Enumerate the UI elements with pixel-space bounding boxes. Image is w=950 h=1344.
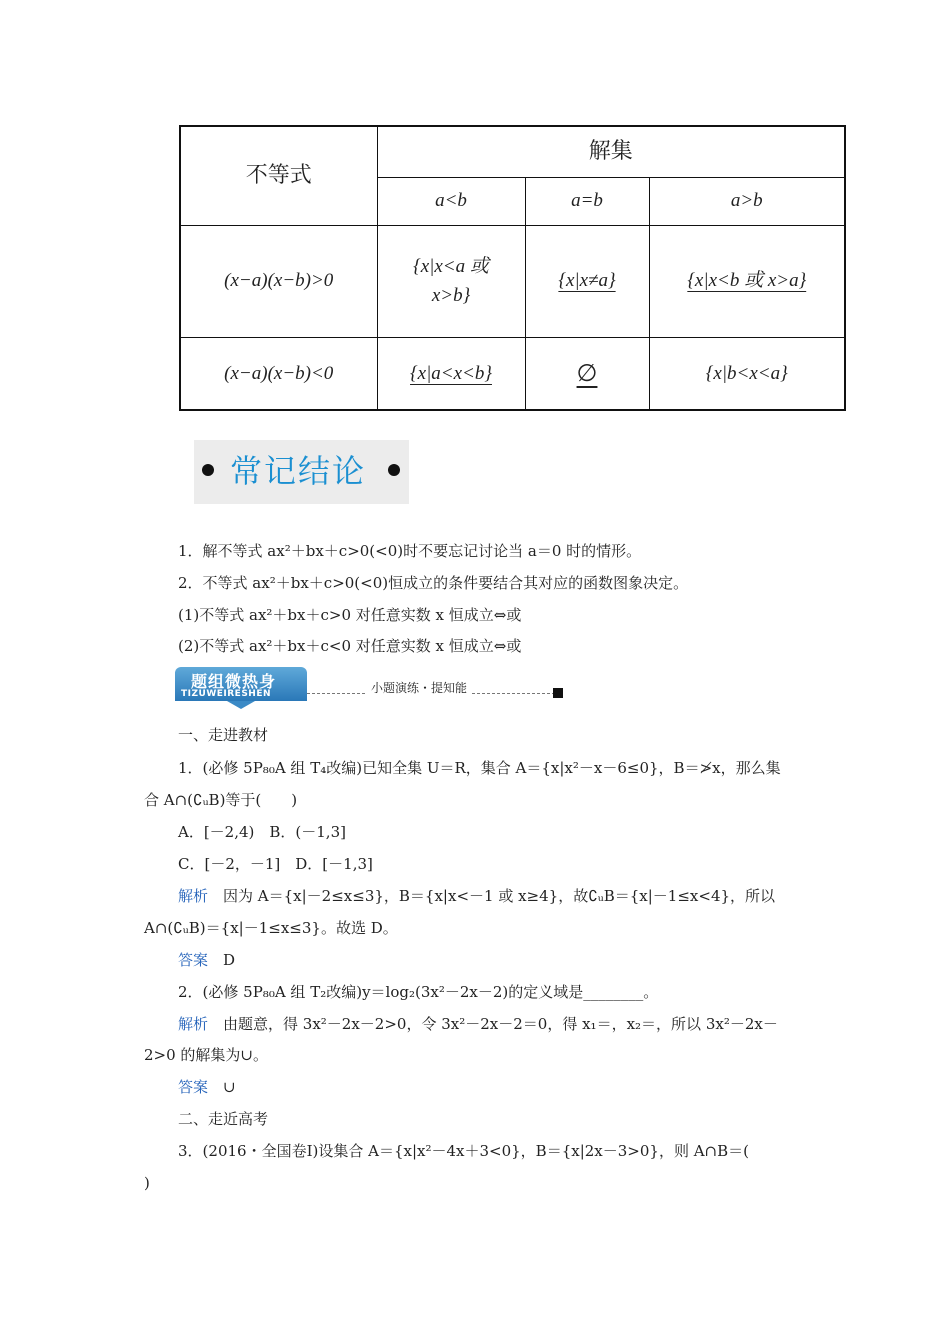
row1-a-gt-b: {x|x<b 或 x>a} <box>649 225 845 337</box>
section-banner <box>175 665 565 713</box>
row1-a-lt-b-line2: x>b} <box>431 285 471 306</box>
row2-a-lt-b: {x|a<x<b} <box>377 337 525 410</box>
heading-exam: 二、走近高考 <box>178 1110 269 1128</box>
section-label: 小题演练・提知能 <box>367 679 471 696</box>
heading-textbook: 一、走进教材 <box>178 726 269 744</box>
square-icon <box>553 688 563 698</box>
row1-a-lt-b <box>377 225 525 337</box>
section-title: 题组微热身 <box>191 672 277 691</box>
q1-line1: 1．(必修 5P₈₀A 组 T₄改编)已知全集 U＝R，集合 A＝{x|x²－x－6≤0}，B＝≯x，那么集 <box>178 759 781 777</box>
row1-a-eq-b: {x|x≠a} <box>525 225 649 337</box>
row1-a-lt-b-line1: {x|x<a 或 <box>413 255 489 277</box>
q1-solution-tag: 解析 <box>178 887 209 905</box>
q1-line2: 合 A∩(∁ᵤB)等于( ) <box>144 791 298 809</box>
q3-line2: ) <box>144 1174 150 1192</box>
q2-answer: 答案 ∪ <box>178 1078 236 1096</box>
header-inequality: 不等式 <box>180 126 377 225</box>
banner-title: 常记结论 <box>230 452 367 490</box>
q1-options-ab: A．[－2,4) B．(－1,3] <box>178 823 346 841</box>
conclusion-1: 1．解不等式 ax²＋bx＋c>0(<0)时不要忘记讨论当 a＝0 时的情形。 <box>178 542 642 560</box>
bullet-left-icon <box>202 464 214 476</box>
q2-answer-tag: 答案 <box>178 1078 209 1096</box>
q2-line1: 2．(必修 5P₈₀A 组 T₂改编)y＝log₂(3x²－2x－2)的定义域是________。 <box>178 983 659 1001</box>
conclusion-2-1: (1)不等式 ax²＋bx＋c>0 对任意实数 x 恒成立⇔或 <box>178 606 522 624</box>
row2-a-gt-b: {x|b<x<a} <box>649 337 845 410</box>
conclusion-banner <box>194 440 409 504</box>
row2-a-eq-b: ∅ <box>525 337 649 410</box>
q2-solution-tag: 解析 <box>178 1015 209 1033</box>
section-arrow-icon <box>227 701 255 709</box>
solution-set-table <box>179 125 846 411</box>
section-tab <box>175 667 307 701</box>
section-subtitle: TIZUWEIRESHEN <box>181 689 272 699</box>
q3-line1: 3．(2016・全国卷Ⅰ)设集合 A＝{x|x²－4x＋3<0}，B＝{x|2x－3>0}，则 A∩B＝( <box>178 1142 750 1160</box>
bullet-right-icon <box>388 464 400 476</box>
q1-solution-line1: 解析 因为 A＝{x|－2≤x≤3}，B＝{x|x<－1 或 x≥4}，故∁ᵤB＝{x|－1≤x<4}，所以 <box>178 887 776 905</box>
subheader-a-gt-b: a>b <box>649 177 845 225</box>
row2-inequality: (x−a)(x−b)<0 <box>180 337 377 410</box>
conclusion-2-2: (2)不等式 ax²＋bx＋c<0 对任意实数 x 恒成立⇔或 <box>178 637 522 655</box>
conclusion-2: 2．不等式 ax²＋bx＋c>0(<0)恒成立的条件要结合其对应的函数图象决定。 <box>178 574 689 592</box>
subheader-a-lt-b: a<b <box>377 177 525 225</box>
q1-answer: 答案 D <box>178 951 236 969</box>
subheader-a-eq-b: a=b <box>525 177 649 225</box>
q1-solution-line2: A∩(∁ᵤB)＝{x|－1≤x≤3}。故选 D。 <box>144 919 398 937</box>
q2-solution-line2: 2>0 的解集为∪。 <box>144 1046 268 1064</box>
q2-solution-line1: 解析 由题意，得 3x²－2x－2>0，令 3x²－2x－2＝0，得 x₁＝，x₂＝，所以 3x²－2x－ <box>178 1015 778 1033</box>
row1-inequality: (x−a)(x−b)>0 <box>180 225 377 337</box>
q1-options-cd: C．[－2，－1] D．[－1,3] <box>178 855 373 873</box>
header-solution-set: 解集 <box>377 126 845 177</box>
q1-answer-tag: 答案 <box>178 951 209 969</box>
